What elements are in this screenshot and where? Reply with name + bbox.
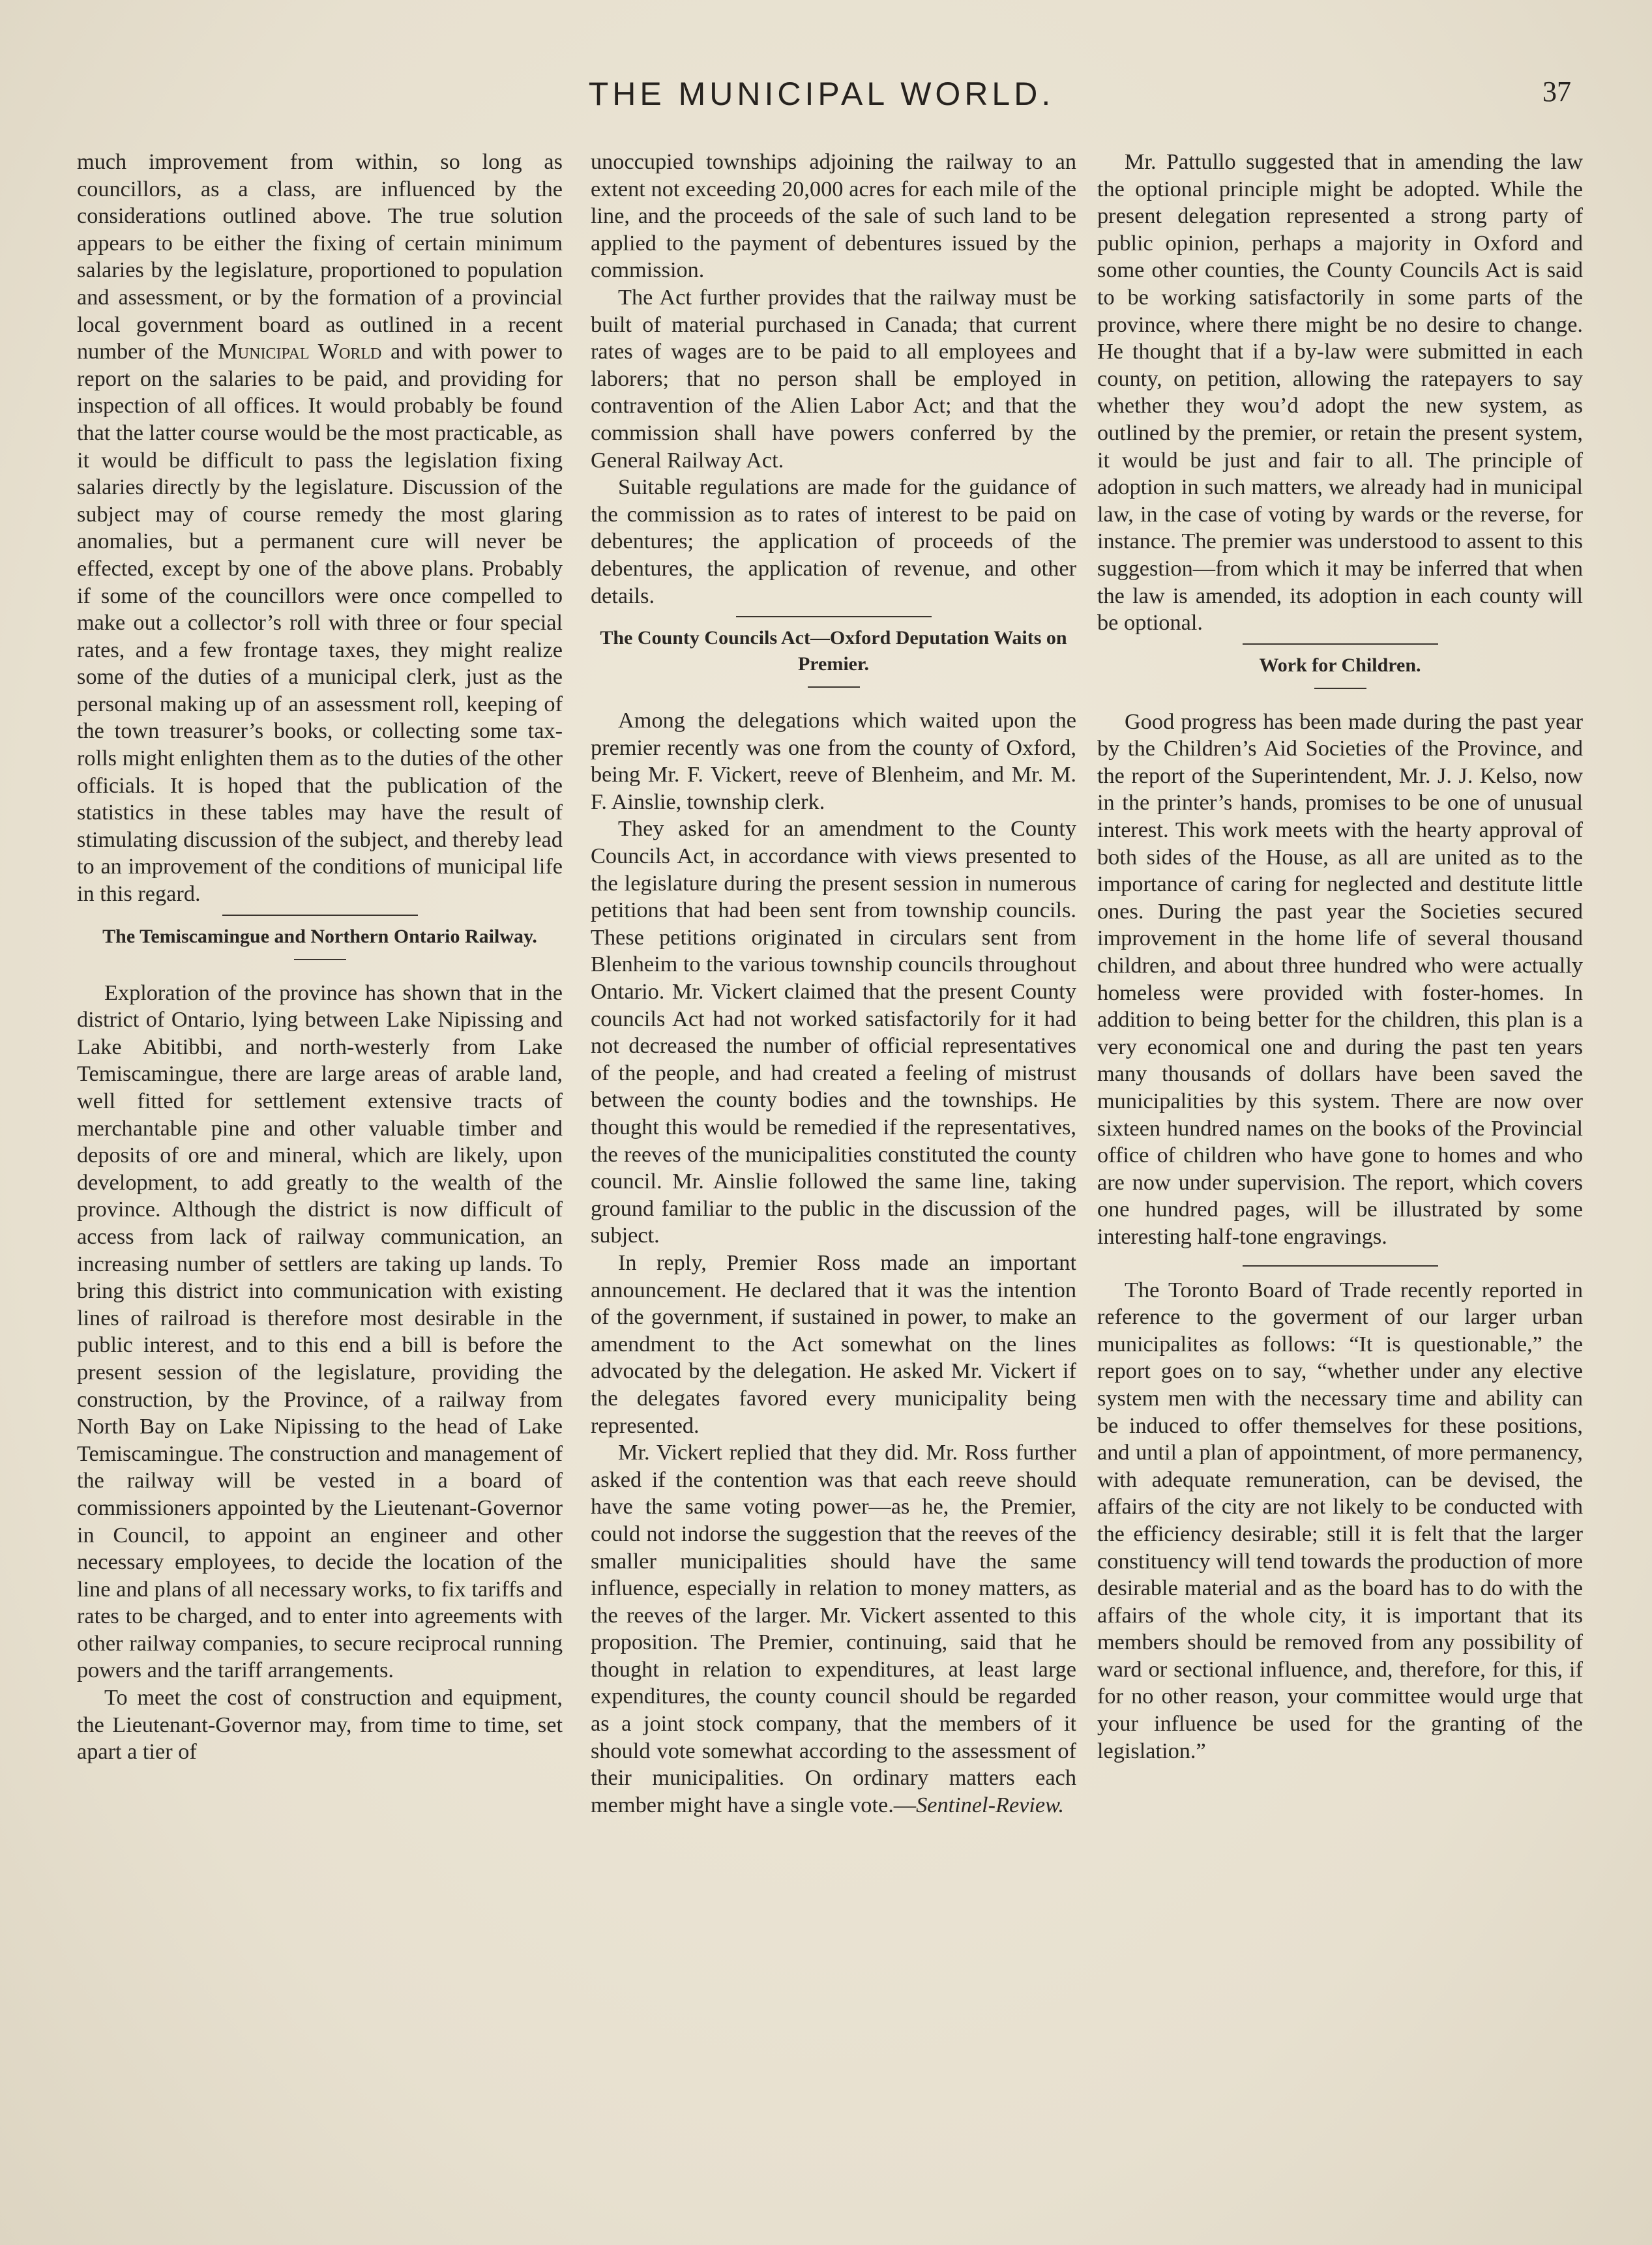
- col1-paragraph-1: much improvement from within, so long as councillors, as a class, are influenced by the considerations outlined above. The true solution appears to be either the fixing of certain minimum salaries by the legislature, proportioned to population and assessment, or by the formation of a provincial local government board as outlined in a recent number of the Municipal World and with power to report on the salaries to be paid, and providing for inspection of all offices. It would probably be found that the latter course would be the most practicable, as it would be difficult to pass the legislation fixing salaries directly by the legislature. Discussion of the subject may of course remedy the most glaring anomalies, but a permanent cure will never be effected, except by one of the above plans. Probably if some of the councillors were once compelled to make out a collector’s roll with three or four special rates, and a few frontage taxes, they might realize some of the duties of a municipal clerk, just as the personal making up of an assessment roll, keeping of the town treasurer’s books, or collecting some tax-rolls might enlighten them as to the duties of the other officials. It is hoped that the publication of the statistics in these tables may have the result of stimulating discussion of the subject, and thereby lead to an improvement of the conditions of municipal life in this regard.: [77, 149, 563, 907]
- column-2: [591, 149, 1076, 2195]
- col2-paragraph-3: Suitable regulations are made for the guidance of the commission as to rates of interest to be paid on debentures; the application of proceeds of the debentures, the application of revenue, and other details.: [591, 475, 1076, 608]
- article-heading-railway: The Temiscamingue and Northern Ontario Railway.: [102, 925, 537, 947]
- page-title: THE MUNICIPAL WORLD.: [588, 76, 1055, 112]
- heading-rule: [1314, 688, 1366, 689]
- col3-paragraph-1: Mr. Pattullo suggested that in amending the law the optional principle might be adopted. While the present delegation represented a strong party of public opinion, perhaps a majority in Oxford and some other counties, the County Councils Act is said to be working satisfactorily in some parts of the province, where there might be no desire to change. He thought that if a by-law were submitted in each county, on petition, allowing the ratepayers to say whether they wou’d adopt the new system, as outlined by the premier, or retain the present system, it would be just and fair to all. The principle of adoption in such matters, we already had in municipal law, in the case of voting by wards or the reverse, for instance. The premier was understood to assent to this suggestion—from which it may be inferred that when the law is amended, its adoption in each county will be optional.: [1097, 149, 1583, 636]
- section-divider: [1243, 1265, 1438, 1267]
- col1-paragraph-2: Exploration of the province has shown that in the district of Ontario, lying between Lake Nipissing and Lake Abitibbi, and north-westerly from Lake Temiscamingue, there are large areas of arable land, well fitted for settlement extensive tracts of merchantable pine and other valuable timber and deposits of ore and mineral, which are likely, upon development, to add greatly to the wealth of the province. Although the district is now difficult of access from lack of railway communication, an increasing number of settlers are taking up lands. To bring this district into communication with existing lines of railroad is therefore most desirable in the public interest, and to this end a bill is before the present session of the legislature, providing the construction, by the Province, of a railway from North Bay on Lake Nipissing to the head of Lake Temiscamingue. The construction and management of the railway will be vested in a board of commissioners appointed by the Lieutenant-Governor in Council, to appoint an engineer and other necessary employees, to decide the location of the line and plans of all necessary works, to fix tariffs and rates to be charged, and to enter into agreements with other railway companies, to secure reciprocal running powers and the tariff arrangements.: [77, 980, 563, 1683]
- column-1: [77, 149, 563, 2195]
- col2-paragraph-4: Among the delegations which waited upon the premier recently was one from the county of Oxford, being Mr. F. Vickert, reeve of Blenheim, and Mr. M. F. Ainslie, township clerk.: [591, 708, 1076, 814]
- section-divider: [736, 616, 932, 617]
- col2-paragraph-6: In reply, Premier Ross made an important announcement. He declared that it was the intention of the government, if sustained in power, to make an amendment to the Act somewhat on the lines advocated by the delegation. He asked Mr. Vickert if the delegates favored every municipality being represented.: [591, 1250, 1076, 1438]
- section-divider: [222, 915, 418, 916]
- heading-rule: [294, 959, 346, 960]
- col3-paragraph-3: The Toronto Board of Trade recently reported in reference to the goverment of our larger urban municipalites as follows: “It is questionable,” the report goes on to say, “whether under any elective system men with the necessary time and ability can be induced to offer themselves for these positions, and until a plan of appointment, of more permanency, with adequate remuneration, can be devised, the affairs of the city are not likely to be conducted with the efficiency desirable; still it is felt that the larger constituency will tend towards the production of more desirable material and as the board has to do with the affairs of the whole city, it is important that its members should be removed from any possibility of ward or sectional influence, and, therefore, for this, if for no other reason, your committee would urge that your influence be used for the granting of the legislation.”: [1097, 1277, 1583, 1763]
- publication-name: Municipal World: [218, 339, 382, 364]
- col2-paragraph-2: The Act further provides that the railway must be built of material purchased in Canada; that current rates of wages are to be paid to all employees and laborers; that no person shall be employed in contravention of the Alien Labor Act; and that the commission shall have powers conferred by the General Railway Act.: [591, 284, 1076, 473]
- column-3: [1097, 149, 1583, 2195]
- page-header: [72, 75, 1571, 134]
- heading-rule: [808, 686, 860, 688]
- col2-paragraph-1: unoccupied townships adjoining the railway to an extent not exceeding 20,000 acres for each mile of the line, and the proceeds of the sale of such land to be applied to the payment of debentures issued by the commission.: [591, 149, 1076, 283]
- col3-paragraph-2: Good progress has been made during the past year by the Children’s Aid Societies of the Province, and the report of the Superintendent, Mr. J. J. Kelso, now in the printer’s hands, promises to be one of unusual interest. This work meets with the hearty approval of both sides of the House, as all are united as to the importance of caring for neglected and destitute little ones. During the past year the Societies secured improvement in the home life of several thousand children, and about three hundred who were actually homeless were provided with foster-homes. In addition to being better for the children, this plan is a very economical one and during the past ten years many thousands of dollars have been saved the municipalities by this system. There are now over sixteen hundred names on the books of the Provincial office of children who have gone to homes and who are now under supervision. The report, which covers one hundred pages, will be illustrated by some interesting half-tone engravings.: [1097, 709, 1583, 1249]
- source-credit: Sentinel-Review.: [916, 1792, 1065, 1817]
- section-divider: [1243, 643, 1438, 645]
- article-heading-county-councils: The County Councils Act—Oxford Deputation Waits on Premier.: [600, 627, 1067, 675]
- col1-paragraph-3: To meet the cost of construction and equipment, the Lieutenant-Governor may, from time to time, set apart a tier of: [77, 1685, 563, 1765]
- col2-paragraph-5: They asked for an amendment to the County Councils Act, in accordance with views presented to the legislature during the present session in numerous petitions that had been sent from township councils. These petitions originated in circulars sent from Blenheim to the various township councils throughout Ontario. Mr. Vickert claimed that the present County councils Act had not worked satisfactorily for it had not decreased the number of official representatives of the people, and had created a feeling of mistrust between the county bodies and the townships. He thought this would be remedied if the representatives, the reeves of the municipalities constituted the county council. Mr. Ainslie followed the same line, taking ground familiar to the public in the discussion of the subject.: [591, 816, 1076, 1248]
- col2-paragraph-7: Mr. Vickert replied that they did. Mr. Ross further asked if the contention was that each reeve should have the same voting power—as he, the Premier, could not indorse the suggestion that the reeves of the smaller municipalities should have the same influence, especially in relation to money matters, as the reeves of the larger. Mr. Vickert assented to this proposition. The Premier, continuing, said that he thought in relation to expenditures, at least large expenditures, the county council should be regarded as a joint stock company, that the members of it should vote somewhat according to the assessment of their municipalities. On ordinary matters each member might have a single vote.—Sentinel-Review.: [591, 1440, 1076, 1817]
- article-heading-children: Work for Children.: [1259, 654, 1421, 676]
- page-number: 37: [1542, 76, 1571, 108]
